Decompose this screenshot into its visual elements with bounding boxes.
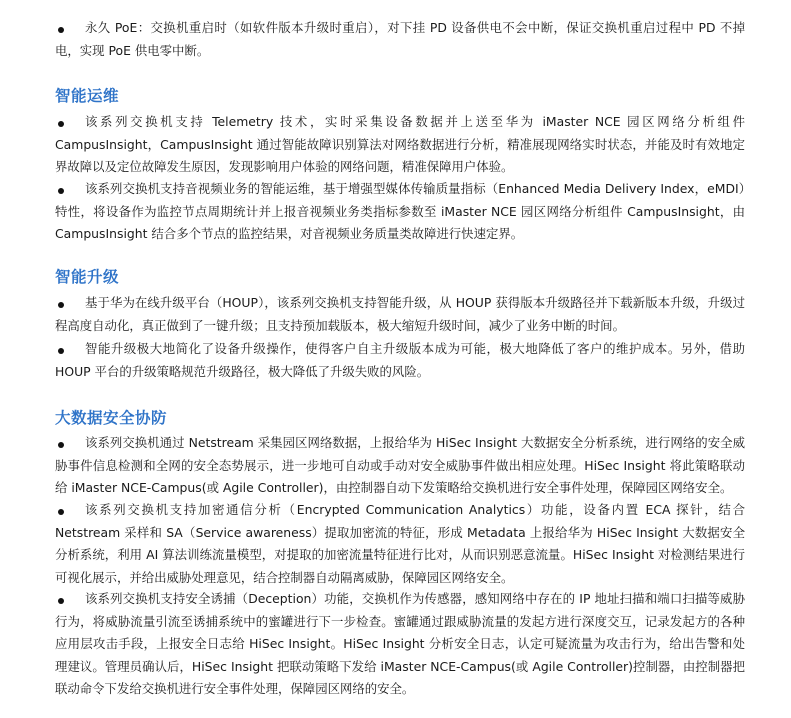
- list-item-upgrade-simplify: 智能升级极大地简化了设备升级操作，使得客户自主升级版本成为可能，极大地降低了客户的维护成本。另外，借助 HOUP 平台的升级策略规范升级路径，极大降低了升级失败的风险。: [55, 341, 745, 379]
- list-item-emdi: 该系列交换机支持音视频业务的智能运维，基于增强型媒体传输质量指标（Enhanced Media Delivery Index，eMDI）特性，将设备作为监控节点周期统计并上报音视频业务类指标参数至 iMaster NCE 园区网络分析组件 CampusInsight，由 CampusInsight 结合多个节点的监控结果，对音视频业务质量类故障进行快速定界。: [55, 181, 745, 241]
- section-heading-big-data-security: 大数据安全协防: [55, 409, 168, 427]
- list-item-netstream: 该系列交换机通过 Netstream 采集园区网络数据，上报给华为 HiSec Insight 大数据安全分析系统，进行网络的安全威胁事件信息检测和全网的安全态势展示，进一步地可自动或手动对安全威胁事件做出相应处理。HiSec Insight 将此策略联动给 iMaster NCE-Campus(或 Agile Controller)，由控制器自动下发策略给交换机进行安全事件处理，保障园区网络安全。: [55, 435, 746, 495]
- list-item-eca: 该系列交换机支持加密通信分析（Encrypted Communication Analytics）功能，设备内置 ECA 探针，结合 Netstream 采样和 SA（Service awareness）提取加密流的特征，形成 Metadata 上报给华为 HiSec Insight 大数据安全分析系统，利用 AI 算法训练流量模型，对提取的加密流量特征进行比对，从而识别恶意流量。HiSec Insight 对检测结果进行可视化展示，并给出威胁处理意见，结合控制器自动隔离威胁，保障园区网络安全。: [55, 502, 745, 585]
- list-item-houp: 基于华为在线升级平台（HOUP），该系列交换机支持智能升级，从 HOUP 获得版本升级路径并下载新版本升级，升级过程高度自动化，真正做到了一键升级；且支持预加载版本，极大缩短升级时间，减少了业务中断的时间。: [55, 295, 745, 333]
- list-item-telemetry: 该系列交换机支持 Telemetry 技术，实时采集设备数据并上送至华为 iMaster NCE 园区网络分析组件 CampusInsight，CampusInsight 通过智能故障识别算法对网络数据进行分析，精准展现网络实时状态，并能及时有效地定界故障以及定位故障发生原因，发现影响用户体验的网络问题，精准保障用户体验。: [55, 114, 745, 174]
- section-heading-smart-upgrade: 智能升级: [55, 268, 120, 286]
- list-item-poe: 永久 PoE：交换机重启时（如软件版本升级时重启），对下挂 PD 设备供电不会中断，保证交换机重启过程中 PD 不掉电，实现 PoE 供电零中断。: [55, 20, 745, 58]
- section-heading-smart-ops: 智能运维: [55, 87, 120, 105]
- list-item-deception: 该系列交换机支持安全诱捕（Deception）功能，交换机作为传感器，感知网络中存在的 IP 地址扫描和端口扫描等威胁行为，将威胁流量引流至诱捕系统中的蜜罐进行下一步检查。蜜罐通过跟威胁流量的发起方进行深度交互，记录发起方的各种应用层攻击手段，上报安全日志给 HiSec Insight。HiSec Insight 分析安全日志，认定可疑流量为攻击行为，给出告警和处理建议。管理员确认后，HiSec Insight 把联动策略下发给 iMaster NCE-Campus(或 Agile Controller)控制器，由控制器把联动命令下发给交换机进行安全事件处理，保障园区网络的安全。: [55, 591, 745, 696]
